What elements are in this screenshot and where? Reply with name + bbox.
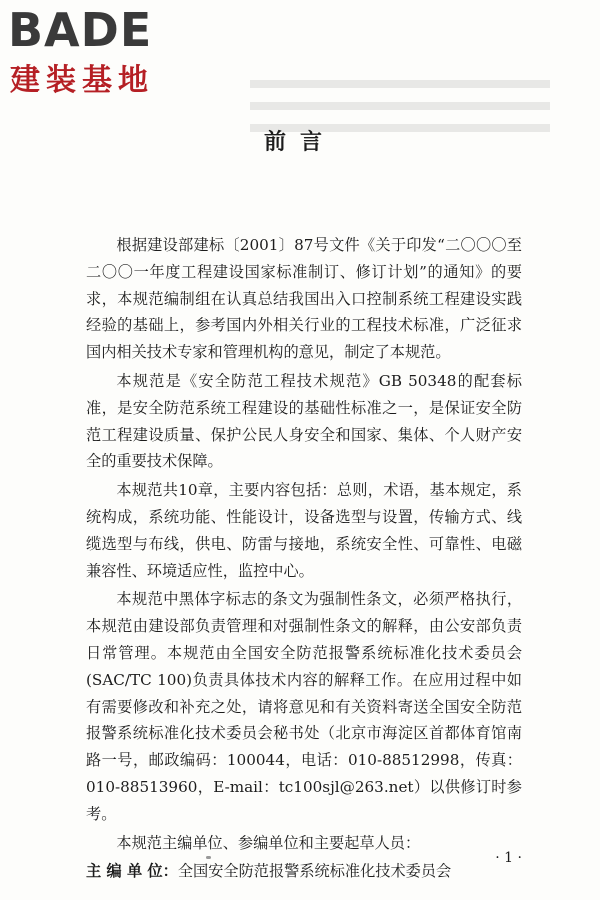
paragraph-1: 根据建设部建标〔2001〕87号文件《关于印发“二〇〇〇至二〇〇一年度工程建设国家标准制订、修订计划”的通知》的要求，本规范编制组在认真总结我国出入口控制系统工程建设实践经验的基础上，参考国内外相关行业的工程技术标准，广泛征求国内相关技术专家和管理机构的意见，制定了本规范。 <box>86 236 522 362</box>
paragraph-3: 本规范共10章，主要内容包括：总则，术语，基本规定，系统构成，系统功能、性能设计，设备选型与设置，传输方式、线缆选型与布线，供电、防雷与接地，系统安全性、可靠性、电磁兼容性、环境适应性，监控中心。 <box>86 481 522 580</box>
document-body <box>86 232 522 885</box>
logo-chinese-text: 建装基地 <box>10 63 154 98</box>
page-number: · 1 · <box>495 850 522 866</box>
bade-logo <box>8 4 178 100</box>
scan-speck <box>206 856 211 859</box>
chief-editor-line <box>86 858 522 885</box>
paragraph-5: 本规范主编单位、参编单位和主要起草人员： <box>116 833 421 852</box>
chief-editor-label: 主 编 单 位： <box>86 862 178 881</box>
logo-wordmark: BADE <box>8 3 153 57</box>
chief-editor-value: 全国安全防范报警系统标准化技术委员会 <box>177 862 452 881</box>
paragraph-4: 本规范中黑体字标志的条文为强制性条文，必须严格执行，本规范由建设部负责管理和对强制性条文的解释，由公安部负责日常管理。本规范由全国安全防范报警系统标准化技术委员会(SAC/TC 100)负责具体技术内容的解释工作。在应用过程中如有需要修改和补充之处，请将意见和有关资料寄送全国安全防范报警系统标准化技术委员会秘书处（北京市海淀区首都体育馆南路一号，邮政编码：100044，电话：010-88512998，传真：010-88513960，E-mail：tc100sjl@263.net）以供修订时参考。 <box>86 590 522 823</box>
page-title: 前言 <box>263 130 336 155</box>
paragraph-2: 本规范是《安全防范工程技术规范》GB 50348的配套标准，是安全防范系统工程建设的基础性标准之一，是保证安全防范工程建设质量、保护公民人身安全和国家、集体、个人财产安全的重要技术保障。 <box>86 371 522 471</box>
